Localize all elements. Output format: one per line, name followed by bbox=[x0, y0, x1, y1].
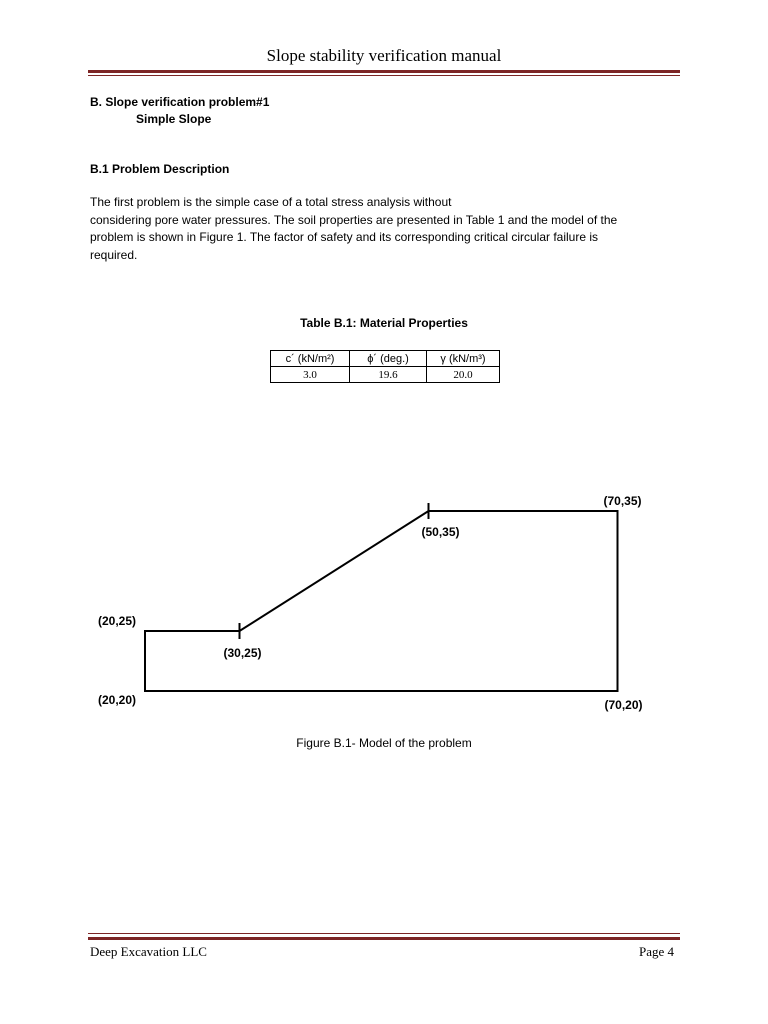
paragraph-line: required. bbox=[90, 247, 138, 262]
point-label-70-20: (70,20) bbox=[604, 698, 643, 712]
figure-caption: Figure B.1- Model of the problem bbox=[296, 736, 472, 750]
point-label-20-20: (20,20) bbox=[98, 693, 137, 707]
footer-company: Deep Excavation LLC bbox=[90, 944, 207, 959]
footer-page-number: Page 4 bbox=[639, 944, 675, 959]
table-caption: Table B.1: Material Properties bbox=[300, 316, 468, 330]
table-cell-cohesion: 3.0 bbox=[271, 367, 350, 383]
point-label-50-35: (50,35) bbox=[421, 525, 460, 539]
section-subheading: Simple Slope bbox=[136, 112, 212, 126]
point-label-20-25: (20,25) bbox=[98, 614, 137, 628]
point-label-30-25: (30,25) bbox=[223, 646, 262, 660]
subsection-heading: B.1 Problem Description bbox=[90, 162, 230, 176]
table-header-unit-weight: γ (kN/m³) bbox=[427, 351, 500, 367]
paragraph-line: The first problem is the simple case of a total stress analysis without bbox=[90, 195, 452, 209]
paragraph-line: considering pore water pressures. The soil properties are presented in Table 1 and the model of the bbox=[90, 212, 618, 227]
table-header-friction-angle: ϕ´ (deg.) bbox=[350, 351, 427, 367]
footer-rule-thin bbox=[88, 933, 680, 934]
section-heading: B. Slope verification problem#1 bbox=[90, 95, 270, 109]
table-cell-friction-angle: 19.6 bbox=[350, 367, 427, 383]
slope-outline bbox=[145, 511, 618, 691]
table-cell-unit-weight: 20.0 bbox=[427, 367, 500, 383]
footer-rule-thick bbox=[88, 937, 680, 940]
paragraph-line: problem is shown in Figure 1. The factor of safety and its corresponding critical circular failure is bbox=[90, 230, 599, 244]
point-label-70-35: (70,35) bbox=[603, 494, 642, 508]
table-header-cohesion: c´ (kN/m²) bbox=[271, 351, 350, 367]
page-header-title: Slope stability verification manual bbox=[266, 46, 502, 65]
